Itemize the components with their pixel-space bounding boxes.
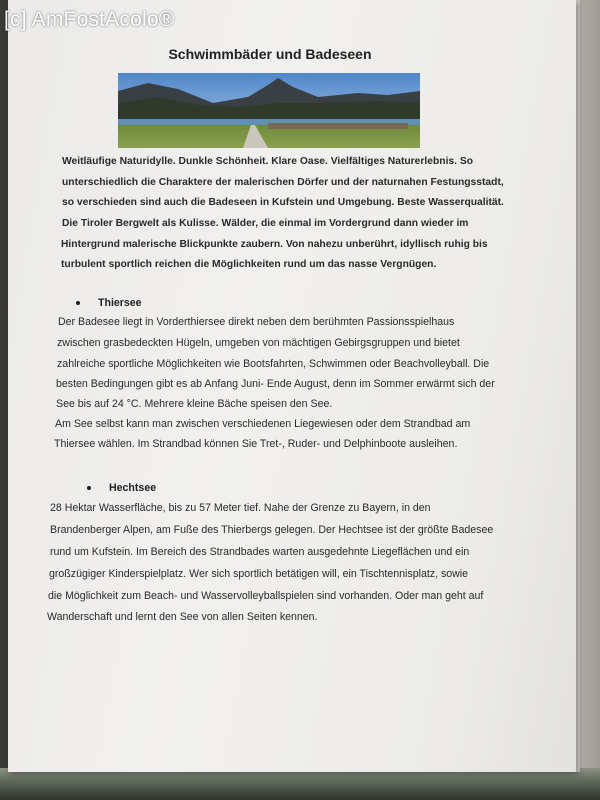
text-line: Hintergrund malerische Blickpunkte zaubern. Von nahezu unberührt, idyllisch ruhig bis: [61, 239, 488, 250]
text-line: turbulent sportlich reichen die Möglichkeiten rund um das nasse Vergnügen.: [61, 259, 437, 270]
text-line: Thiersee wählen. Im Strandbad können Sie Tret-, Ruder- und Delphinboote ausleihen.: [54, 438, 458, 450]
text-line: Am See selbst kann man zwischen verschiedenen Liegewiesen oder dem Strandbad am: [55, 418, 471, 430]
page-title: Schwimmbäder und Badeseen: [168, 46, 372, 62]
watermark: [c] AmFostAcolo®: [4, 8, 175, 31]
text-line: so verschieden sind auch die Badeseen in Kufstein und Umgebung. Beste Wasserqualität.: [62, 197, 504, 208]
section-heading: [76, 297, 142, 309]
text-line: die Möglichkeit zum Beach- und Wasservolleyballspielen sind vorhanden. Oder man geht auf: [48, 590, 484, 602]
lake-panorama-photo: [118, 73, 420, 148]
text-line: Weitläufige Naturidylle. Dunkle Schönheit. Klare Oase. Vielfältiges Naturerlebnis. So: [62, 156, 474, 167]
text-line: 28 Hektar Wasserfläche, bis zu 57 Meter tief. Nahe der Grenze zu Bayern, in den: [50, 502, 431, 514]
text-line: besten Bedingungen gibt es ab Anfang Juni- Ende August, denn im Sommer erwärmt sich der: [56, 378, 495, 390]
text-line: rund um Kufstein. Im Bereich des Strandbades warten ausgedehnte Liegeflächen und ein: [50, 546, 470, 558]
text-line: Die Tiroler Bergwelt als Kulisse. Wälder, die einmal im Vordergrund dann wieder im: [62, 218, 469, 229]
bullet-icon: [87, 486, 91, 490]
heading-text: Thiersee: [98, 297, 142, 309]
text-line: See bis auf 24 °C. Mehrere kleine Bäche speisen den See.: [56, 398, 333, 410]
text-line: zwischen grasbedeckten Hügeln, umgeben von mächtigen Gebirgsgruppen und bietet: [57, 337, 460, 349]
text-line: Brandenberger Alpen, am Fuße des Thierbergs gelegen. Der Hechtsee ist der größte Badesee: [50, 524, 494, 536]
text-line: großzügiger Kinderspielplatz. Wer sich sportlich betätigen will, ein Tischtennisplatz, sowie: [49, 568, 469, 580]
bullet-icon: [76, 301, 80, 305]
text-line: Wanderschaft und lernt den See von allen Seiten kennen.: [47, 611, 318, 623]
table-surface: [0, 768, 600, 800]
heading-text: Hechtsee: [109, 482, 157, 494]
text-line: unterschiedlich die Charaktere der malerischen Dörfer und der naturnahen Festungsstadt,: [62, 177, 504, 188]
text-line: zahlreiche sportliche Möglichkeiten wie Bootsfahrten, Schwimmen oder Beachvolleyball. Die: [57, 358, 490, 370]
section-heading: [87, 482, 156, 494]
text-line: Der Badesee liegt in Vorderthiersee direkt neben dem berühmten Passionsspielhaus: [58, 316, 455, 328]
